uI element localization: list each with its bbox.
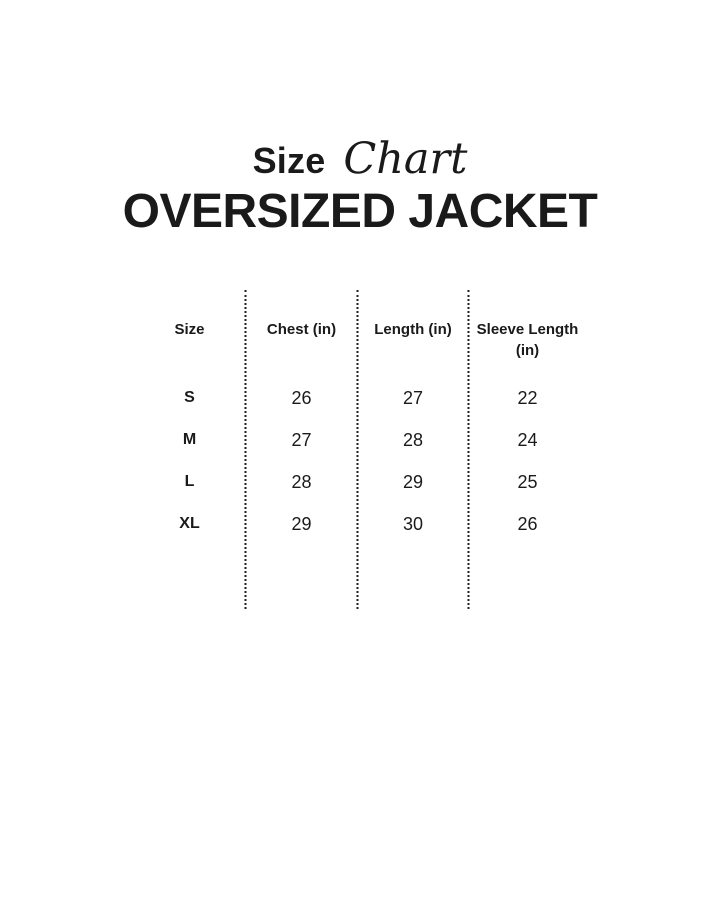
cell-size-l: L [184, 473, 195, 490]
cell-chest-s: 26 [291, 387, 312, 408]
cell-sleeve-s: 22 [517, 387, 538, 408]
cell-size-m: M [182, 431, 197, 448]
title-word-size: Size [252, 140, 326, 181]
cell-length-m: 28 [402, 429, 424, 450]
cell-length-xl: 30 [402, 513, 424, 534]
cell-sleeve-xl: 26 [517, 513, 538, 534]
product-name-heading: OVERSIZED JACKET [122, 185, 598, 239]
column-header-length: Length (in) [374, 321, 452, 338]
cell-chest-l: 28 [291, 471, 312, 492]
cell-chest-xl: 29 [291, 513, 312, 534]
column-chest [245, 290, 357, 609]
column-length [357, 290, 468, 609]
column-sleeve-length [468, 290, 586, 609]
cell-size-xl: XL [179, 515, 200, 532]
size-table [135, 290, 586, 609]
cell-length-s: 27 [402, 387, 424, 408]
column-header-chest: Chest (in) [266, 321, 337, 338]
column-header-sleeve-length: Sleeve Length (in) [476, 321, 579, 359]
cell-sleeve-m: 24 [517, 429, 538, 450]
cell-sleeve-l: 25 [517, 471, 538, 492]
title-block [0, 0, 720, 239]
cell-size-s: S [184, 389, 195, 406]
title-word-chart: Chart [343, 134, 468, 184]
page-title [0, 136, 720, 183]
column-size [135, 290, 245, 609]
column-header-size: Size [174, 321, 205, 338]
cell-chest-m: 27 [291, 429, 312, 450]
cell-length-l: 29 [402, 471, 424, 492]
